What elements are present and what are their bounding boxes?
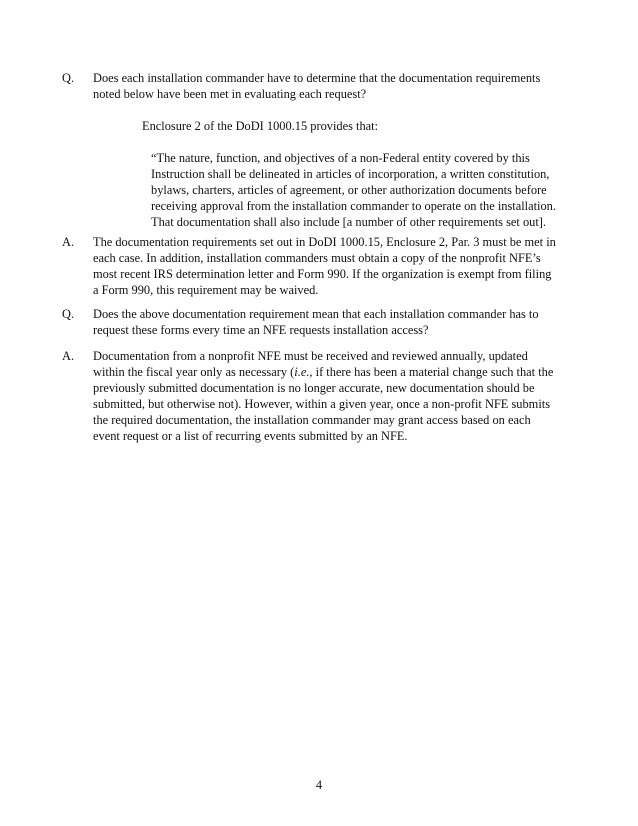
- answer-1: [62, 234, 568, 298]
- text-line: noted below have been met in evaluating each request?: [93, 87, 367, 101]
- question-text: [93, 306, 568, 338]
- answer-text: [93, 348, 568, 444]
- answer-2: [62, 348, 568, 444]
- text-line: Does each installation commander have to determine that the documentation requirements: [93, 71, 541, 85]
- quote-line: Instruction shall be delineated in articles of incorporation, a written constitution,: [151, 167, 550, 181]
- text-line: event request or a list of recurring events submitted by an NFE.: [93, 429, 408, 443]
- answer-marker: A.: [62, 235, 75, 249]
- answer-text: [93, 234, 568, 298]
- text-line: request these forms every time an NFE requests installation access?: [93, 323, 429, 337]
- text-segment: if there has been a material change such that the: [312, 365, 554, 379]
- question-marker: Q.: [62, 307, 75, 321]
- question-2: [62, 306, 568, 338]
- text-line: previously submitted documentation is no longer accurate, new documentation should be: [93, 381, 535, 395]
- text-line: submitted, but otherwise not). However, within a given year, once a non-profit NFE submits: [93, 397, 551, 411]
- text-line: Documentation from a nonprofit NFE must be received and reviewed annually, updated: [93, 349, 528, 363]
- quote-line: bylaws, charters, articles of agreement, or other authorization documents before: [151, 183, 547, 197]
- page-number: 4: [315, 778, 323, 792]
- question-marker: Q.: [62, 71, 75, 85]
- text-line: [93, 364, 568, 380]
- quote-line: receiving approval from the installation commander to operate on the installation.: [151, 199, 556, 213]
- text-line: the required documentation, the installation commander may grant access based on each: [93, 413, 531, 427]
- text-line: each case. In addition, installation commanders must obtain a copy of the nonprofit NFE’s: [93, 251, 541, 265]
- block-quote: [151, 150, 567, 230]
- text-segment: within the fiscal year only as necessary (: [93, 365, 295, 379]
- text-line: a Form 990, this requirement may be waived.: [93, 283, 319, 297]
- question-text: [93, 70, 568, 102]
- italic-abbreviation: i.e.,: [294, 365, 313, 379]
- quote-line: “The nature, function, and objectives of a non-Federal entity covered by this: [151, 151, 530, 165]
- text-line: most recent IRS determination letter and Form 990. If the organization is exempt from filing: [93, 267, 552, 281]
- enclosure-intro: Enclosure 2 of the DoDI 1000.15 provides that:: [142, 119, 379, 133]
- text-line: The documentation requirements set out in DoDI 1000.15, Enclosure 2, Par. 3 must be met in: [93, 235, 556, 249]
- answer-marker: A.: [62, 349, 75, 363]
- text-line: Does the above documentation requirement mean that each installation commander has to: [93, 307, 539, 321]
- quote-line: That documentation shall also include [a number of other requirements set out].: [151, 215, 547, 229]
- question-1: [62, 70, 568, 102]
